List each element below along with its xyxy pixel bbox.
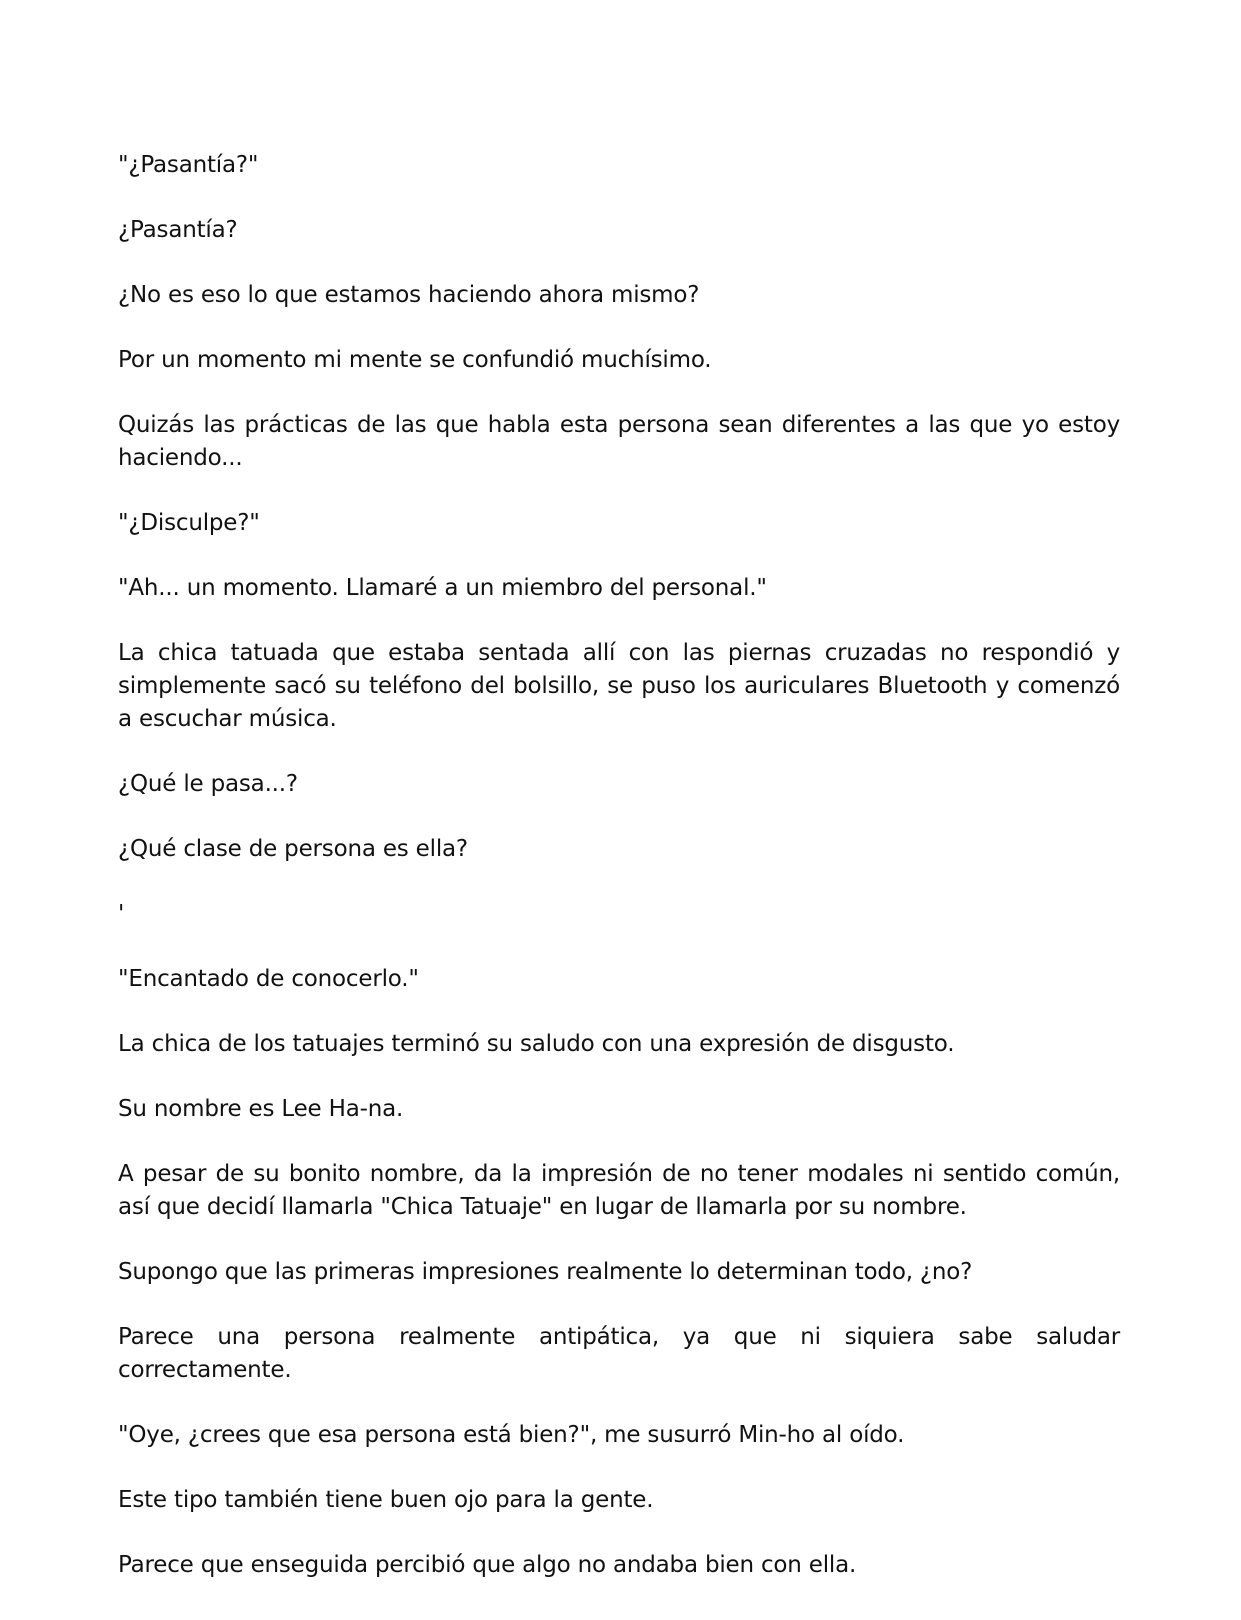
paragraph: ' <box>118 901 125 927</box>
paragraph: "¿Disculpe?" <box>118 510 260 536</box>
paragraph: "Oye, ¿crees que esa persona está bien?", me susurró Min-ho al oído. <box>118 1422 905 1448</box>
paragraph: La chica de los tatuajes terminó su saludo con una expresión de disgusto. <box>118 1031 955 1057</box>
paragraph: Su nombre es Lee Ha-na. <box>118 1096 404 1122</box>
paragraph: ¿Qué clase de persona es ella? <box>118 836 468 862</box>
paragraph: Quizás las prácticas de las que habla esta persona sean diferentes a las que yo estoy haciendo... <box>118 412 1120 471</box>
paragraph: Parece una persona realmente antipática, ya que ni siquiera sabe saludar correctamente. <box>118 1324 1120 1383</box>
paragraph: "¿Pasantía?" <box>118 152 259 178</box>
paragraph: Por un momento mi mente se confundió muchísimo. <box>118 347 712 373</box>
paragraph: ¿Qué le pasa...? <box>118 771 298 797</box>
paragraph: "Ah... un momento. Llamaré a un miembro del personal." <box>118 575 767 601</box>
paragraph: Este tipo también tiene buen ojo para la gente. <box>118 1487 654 1513</box>
paragraph: ¿Pasantía? <box>118 217 238 243</box>
paragraph: "Encantado de conocerlo." <box>118 966 419 992</box>
paragraph: La chica tatuada que estaba sentada allí con las piernas cruzadas no respondió y simplemente sacó su teléfono del bolsillo, se puso los auriculares Bluetooth y comenzó a escuchar música. <box>118 640 1120 732</box>
paragraph: Parece que enseguida percibió que algo no andaba bien con ella. <box>118 1552 857 1578</box>
paragraph: Supongo que las primeras impresiones realmente lo determinan todo, ¿no? <box>118 1259 973 1285</box>
paragraph: ¿No es eso lo que estamos haciendo ahora mismo? <box>118 282 700 308</box>
document-body <box>118 149 1120 1582</box>
paragraph: A pesar de su bonito nombre, da la impresión de no tener modales ni sentido común, así que decidí llamarla "Chica Tatuaje" en lugar de llamarla por su nombre. <box>118 1161 1120 1220</box>
